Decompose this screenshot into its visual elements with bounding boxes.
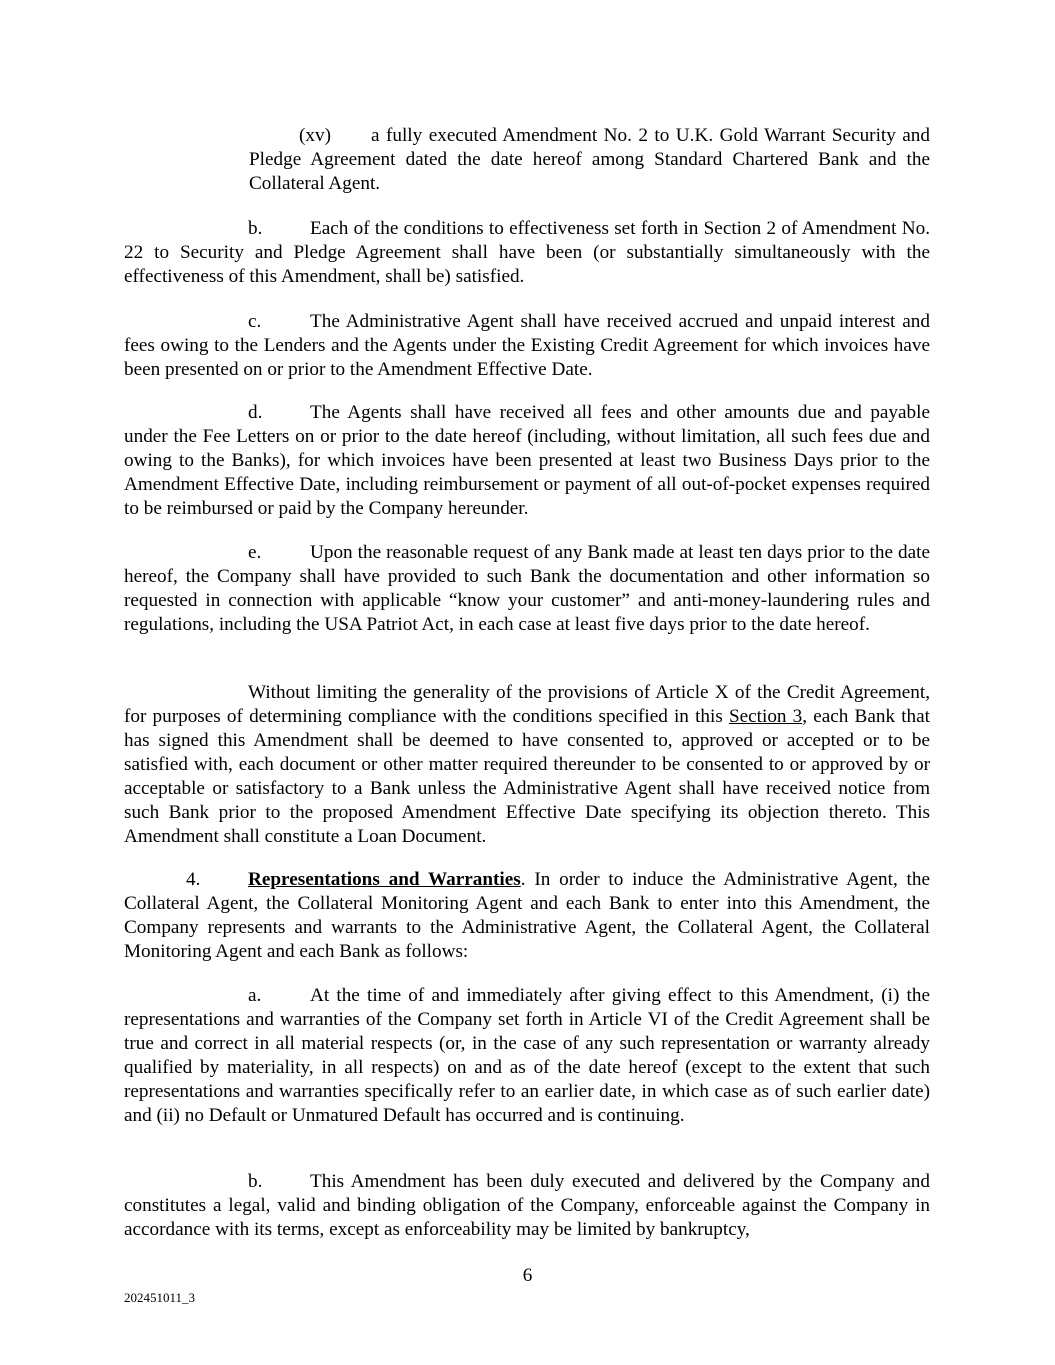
clause-4a-representations [124, 984, 930, 1128]
clause-4a-label: a. [248, 985, 262, 1006]
clause-d-label: d. [248, 402, 263, 423]
clause-c-interest [124, 310, 930, 382]
section-3-reference: Section 3 [728, 706, 803, 727]
clause-c-text: The Administrative Agent shall have received accrued and unpaid interest and fees owing to the Lenders and the Agents under the Existing Credit Agreement for which invoices have been presented on or prior to the Amendment Effective Date. [124, 311, 930, 380]
clause-b-conditions [124, 217, 930, 289]
clause-4b-text: This Amendment has been duly executed and delivered by the Company and constitutes a legal, valid and binding obligation of the Company, enforceable against the Company in accordance with its terms, except as enforceability may be limited by bankruptcy, [124, 1171, 930, 1240]
without-limiting-text-2: , each Bank that has signed this Amendment shall be deemed to have consented to, approved or accepted or to be satisfied with, each document or other matter required thereunder to be consented to or approved by or acceptable or satisfactory to a Bank unless the Administrative Agent shall have received notice from such Bank prior to the proposed Amendment Effective Date specifying its objection thereto. This Amendment shall constitute a Loan Document. [124, 706, 930, 847]
clause-c-label: c. [248, 311, 262, 332]
clause-b-text: Each of the conditions to effectiveness set forth in Section 2 of Amendment No. 22 to Security and Pledge Agreement shall have been (or substantially simultaneously with the effectiveness of this Amendment, shall be) satisfied. [124, 218, 930, 287]
clause-b-label: b. [248, 218, 263, 239]
clause-4b-label: b. [248, 1171, 263, 1192]
page-number: 6 [522, 1265, 533, 1286]
section-4-representations [124, 868, 930, 964]
clause-4a-text: At the time of and immediately after giving effect to this Amendment, (i) the representations and warranties of the Company set forth in Article VI of the Credit Agreement shall be true and correct in all material respects (or, in the case of any such representation or warranty already qualified by materiality, in all respects) on and as of the date hereof (except to the extent that such representations and warranties specifically refer to an earlier date, in which case as of such earlier date) and (ii) no Default or Unmatured Default has occurred and is continuing. [124, 985, 930, 1126]
clause-d-text: The Agents shall have received all fees and other amounts due and payable under the Fee Letters on or prior to the date hereof (including, without limitation, all such fees due and owing to the Banks), for which invoices have been presented at least two Business Days prior to the Amendment Effective Date, including reimbursement or payment of all out-of-pocket expenses required to be reimbursed or paid by the Company hereunder. [124, 402, 930, 519]
clause-4b-execution [124, 1170, 930, 1242]
clause-d-fees [124, 401, 930, 521]
document-id: 202451011_3 [124, 1290, 196, 1305]
clause-e-text: Upon the reasonable request of any Bank made at least ten days prior to the date hereof, the Company shall have provided to such Bank the documentation and other information so requested in connection with applicable “know your customer” and anti-money-laundering rules and regulations, including the USA Patriot Act, in each case at least five days prior to the date hereof. [124, 542, 930, 635]
clause-xv-text: a fully executed Amendment No. 2 to U.K. Gold Warrant Security and Pledge Agreement dated the date hereof among Standard Chartered Bank and the Collateral Agent. [249, 125, 930, 194]
section-4-heading: Representations and Warranties [248, 869, 521, 890]
clause-xv [249, 124, 930, 196]
section-4-text: . In order to induce the Administrative Agent, the Collateral Agent, the Collateral Monitoring Agent and each Bank to enter into this Amendment, the Company represents and warrants to the Administrative Agent, the Collateral Agent, the Collateral Monitoring Agent and each Bank as follows: [124, 869, 930, 962]
clause-xv-label: (xv) [299, 125, 331, 146]
without-limiting-paragraph [124, 681, 930, 849]
clause-e-label: e. [248, 542, 262, 563]
clause-e-kyc [124, 541, 930, 637]
without-limiting-text-1: Without limiting the generality of the provisions of Article X of the Credit Agreement, for purposes of determining compliance with the conditions specified in this [124, 682, 930, 727]
section-4-number: 4. [186, 869, 201, 890]
